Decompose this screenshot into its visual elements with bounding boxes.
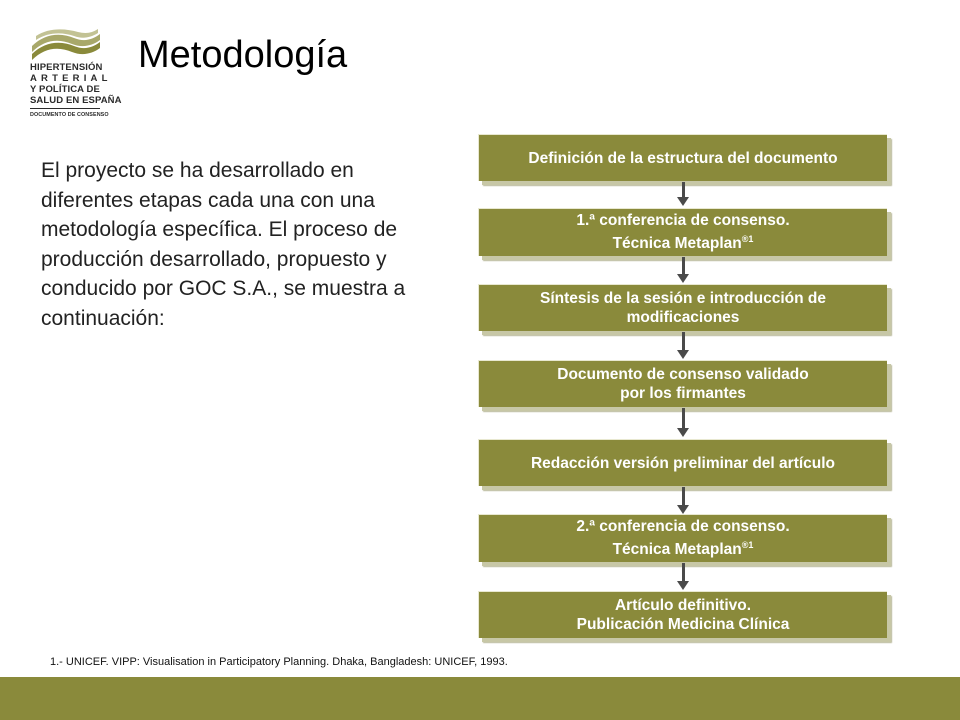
flow-step-7 (478, 591, 887, 638)
logo-line-2: ARTERIAL (30, 73, 112, 84)
flow-arrow-6 (682, 563, 685, 583)
flow-step-5 (478, 439, 887, 486)
logo-wave-icon (30, 28, 102, 62)
flow-arrow-5 (682, 487, 685, 507)
flow-step-3 (478, 284, 887, 331)
logo-line-1: HIPERTENSIÓN (30, 62, 103, 73)
flow-arrow-4 (682, 408, 685, 430)
flow-step-6-line-2-text: Técnica Metaplan (612, 541, 742, 559)
flow-step-3-line-2: modificaciones (626, 309, 740, 326)
flow-step-1 (478, 134, 887, 181)
flow-step-2-line-1: 1.ª conferencia de consenso. (576, 212, 790, 230)
flow-step-1-line-1: Definición de la estructura del documento (528, 149, 838, 167)
flow-step-7-line-2: Publicación Medicina Clínica (576, 616, 790, 633)
page-title: Metodología (138, 34, 348, 76)
flow-step-2 (478, 208, 887, 256)
footer-bar (0, 677, 960, 720)
footnote: 1.- UNICEF. VIPP: Visualisation in Participatory Planning. Dhaka, Bangladesh: UNICEF, 1993. (50, 656, 508, 668)
flow-step-2-line-2-text: Técnica Metaplan (612, 235, 742, 253)
flow-step-6-sup: ®1 (741, 540, 754, 551)
flow-step-6-line-2 (613, 536, 754, 559)
logo-line-3: Y POLÍTICA DE (30, 84, 100, 95)
flow-diagram (478, 0, 892, 640)
flow-step-2-sup: ®1 (741, 234, 754, 245)
flow-arrow-3 (682, 332, 685, 352)
flow-step-6-line-1: 2.ª conferencia de consenso. (576, 518, 790, 536)
intro-paragraph: El proyecto se ha desarrollado en diferentes etapas cada una con una metodología específica. El proceso de producción desarrollado, propuesto y conducido por GOC S.A., se muestra a continuación: (41, 159, 406, 330)
flow-step-4-line-1: Documento de consenso validado (557, 366, 809, 383)
logo-line-5: DOCUMENTO DE CONSENSO (30, 108, 100, 120)
flow-step-6 (478, 514, 887, 562)
flow-step-5-line-1: Redacción versión preliminar del artículo (530, 454, 836, 472)
flow-step-3-line-1: Síntesis de la sesión e introducción de (540, 290, 826, 307)
flow-arrow-1 (682, 182, 685, 199)
logo-line-4: SALUD EN ESPAÑA (30, 95, 122, 106)
flow-step-4-line-2: por los firmantes (620, 385, 746, 402)
flow-step-7-line-1: Artículo definitivo. (614, 597, 752, 614)
flow-step-2-line-2 (613, 230, 754, 253)
logo (30, 28, 122, 120)
flow-arrow-2 (682, 257, 685, 276)
flow-step-4 (478, 360, 887, 407)
